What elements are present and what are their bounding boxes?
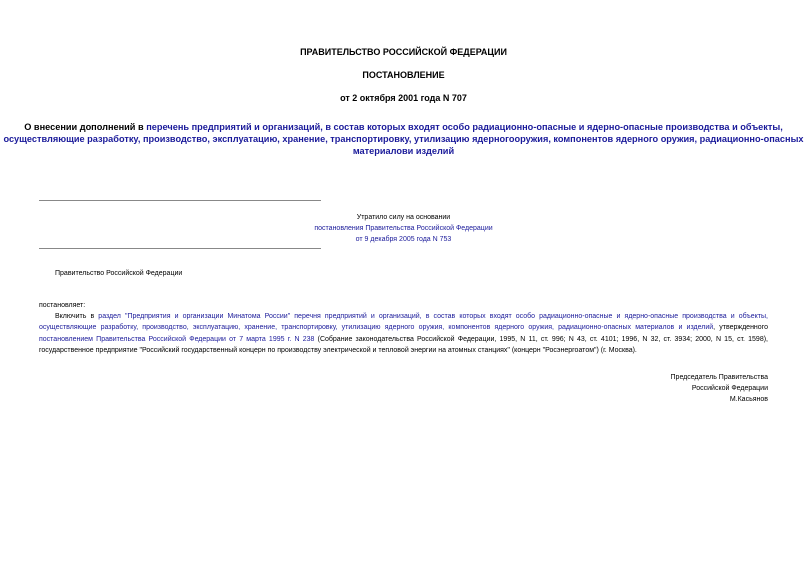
government-title: ПРАВИТЕЛЬСТВО РОССИЙСКОЙ ФЕДЕРАЦИИ: [300, 47, 507, 57]
signature-block: [671, 372, 768, 405]
status-note-link-date[interactable]: от 9 декабря 2005 года N 753: [355, 236, 452, 243]
subject-link[interactable]: перечень предприятий и организаций, в состав которых входят особо радиационно-опасные и ядерно-опасные производства и объекты, осуществляющие разработку, производство, эксплуатацию, хранение, транспортировку, утилизацию ядерногооружия, компонентов ядерного оружия, радиационно-опасных материалови изделий: [3, 122, 804, 156]
document-type: ПОСТАНОВЛЕНИЕ: [362, 70, 445, 80]
body-paragraph: [39, 311, 768, 356]
status-note-link[interactable]: постановления Правительства Российской Федерации: [314, 225, 493, 232]
signature-title-2: Российской Федерации: [691, 385, 768, 392]
body-link-decree[interactable]: постановлением Правительства Российской Федерации от 7 марта 1995 г. N 238: [39, 335, 315, 343]
signature-title-1: Председатель Правительства: [670, 374, 768, 381]
document-subject: [0, 121, 807, 157]
divider-top: [39, 200, 321, 201]
issuer: Правительство Российской Федерации: [55, 270, 183, 277]
resolves-label: постановляет:: [39, 302, 86, 309]
subject-prefix: О внесении дополнений в: [24, 122, 147, 132]
divider-bottom: [39, 248, 321, 249]
status-note: [0, 212, 807, 245]
body-text-1: Включить в: [55, 313, 99, 320]
signature-name: М.Касьянов: [729, 396, 768, 403]
body-link-section[interactable]: раздел "Предприятия и организации Минатома России" перечня предприятий и организаций, в состав которых входят особо радиационно-опасные и ядерно-опасные производства и объекты, осуществляющие разработку, производство, эксплуатацию, хранение, транспортировку, утилизацию ядерного оружия, компонентов ядерного оружия, радиационно-опасных материалов и изделий: [39, 313, 768, 332]
body-text-3: (Собрание законодательства Российской Федерации, 1995, N 11, ст. 996; N 43, ст. 4101; 1996, N 32, ст. 3934; 2000, N 15, ст. 1598), государственное предприятие "Российский государственный концерн по производству электрической и тепловой энергии на атомных станциях" (концерн "Росэнергоатом") (г. Москва).: [39, 335, 768, 354]
document-date-number: от 2 октября 2001 года N 707: [340, 93, 467, 103]
status-note-line1: Утратило силу на основании: [356, 214, 451, 221]
body-text-2: , утвержденного: [713, 324, 768, 332]
